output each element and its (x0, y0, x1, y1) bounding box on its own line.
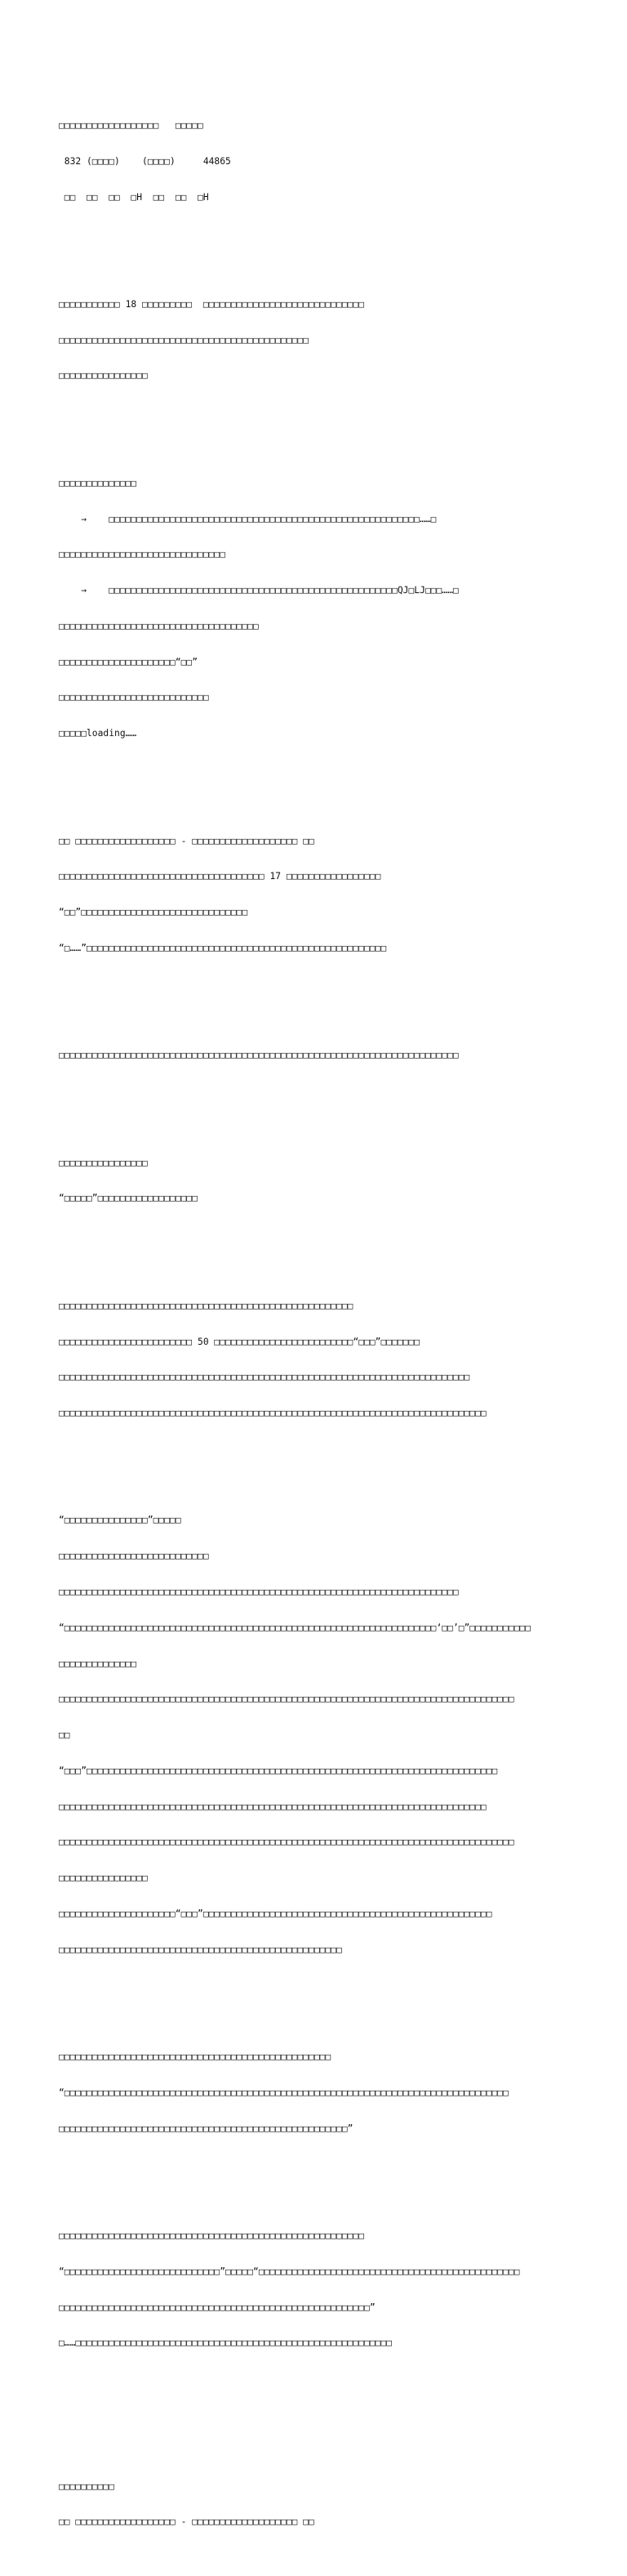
text-line: □□□□□□□□□□□□□□□□□□□□□□□□□□□□□□□□□□□□□□□□□□□□□□□□□□□□□□□□□□□□□□□□□□□□□□□□□□ (59, 1372, 470, 1383)
text-line: “□□□□□□□□□□□□□□□□□□□□□□□□□□□□□□□□□□□□□□□□□□□□□□□□□□□□□□□□□□□□□□□□□□□□□□□□□□□□□□□□ (59, 2087, 509, 2098)
header-tags: □□ □□ □□ □H □□ □□ □H (59, 191, 209, 203)
text-line: “□……”□□□□□□□□□□□□□□□□□□□□□□□□□□□□□□□□□□□□□□□□□□□□□□□□□□□□□□ (59, 942, 387, 953)
text-line: □□□□□□□□□□□□□□□□□□□□□□□□□□□□□□□□□□□□□□□□□□□□□□□□□□□□□□□□□□□□□□□□□□□□□□□□□□□□□ (59, 1408, 487, 1419)
text-line: “□□□□□”□□□□□□□□□□□□□□□□□□ (59, 1193, 198, 1204)
paragraph (59, 1491, 581, 1980)
header-block (59, 96, 581, 228)
header-meta: 832 (□□□□) (□□□□) 44865 (59, 155, 231, 167)
text-line: □□□□□□□□□□□□□□□□□□□□□□□□□□□□□□ (59, 549, 226, 560)
footer-label: □□□□□□□□□□ (59, 2480, 115, 2492)
text-line: □……□□□□□□□□□□□□□□□□□□□□□□□□□□□□□□□□□□□□□□□□□□□□□□□□□□□□□□□□□ (59, 2337, 393, 2349)
footer-block (59, 2422, 581, 2553)
loading-text: □□□□□loading…… (59, 728, 137, 739)
text-line: □□□□□□□□□□□□□□□□□□□□□□□□□□□□□□□□□□□□□□□□□□□□□□□□□□□□□ (59, 1300, 354, 1311)
paragraph (59, 275, 581, 407)
text-line: □□□□□□□□□□□□□□□□□□□□□□□□□□□□□□□□□□□□□□□□□□□□□□□□□□□□□□□□□□□□□□□□□□□□□□□□ (59, 1050, 459, 1061)
text-line: □□□□□□□□□□□□□□□□□□□□□□□□ 50 □□□□□□□□□□□□□□□□□□□□□□□□□“□□□”□□□□□□□ (59, 1336, 420, 1347)
text-line: □□□□□□□□□□□□□□□□□□□□□□□□□□□□□□□□□□□□□□□□□□□□□□□□□□□□□□□□” (59, 2301, 376, 2313)
footer-spacer (59, 2445, 581, 2458)
text-line: “□□□□□□□□□□□□□□□□□□□□□□□□□□□□□□□□□□□□□□□□□□□□□□□□□□□□□□□□□□□□□□□□□□□‘□□’□”□□□□□□□□□□□ (59, 1622, 531, 1633)
text-line: □□□□□□□□□□□ 18 □□□□□□□□□ □□□□□□□□□□□□□□□□□□□□□□□□□□□□□ (59, 298, 365, 310)
text-line: □□□□□□□□□□□□□□□□□□□□□“□□□”□□□□□□□□□□□□□□□□□□□□□□□□□□□□□□□□□□□□□□□□□□□□□□□□□□□□ (59, 1909, 492, 1920)
document-body (59, 60, 581, 2576)
text-line: □□□□□□□□□□□□□□□□□□□□□□□□□□□□□□□□□□□□□□□□□□□□□□□□□□□□□□□□□□□□□□□□□□□□□□□□ (59, 1587, 459, 1597)
text-line: □□□□□□□□□□□□□□□□□□□□□□□□□□□□□□□□□□□□□□□□□□□□□□□□□ (59, 2051, 331, 2063)
paragraph (59, 2028, 581, 2159)
text-line: “□□□□□□□□□□□□□□□□□□□□□□□□□□□□”□□□□□“□□□□□□□□□□□□□□□□□□□□□□□□□□□□□□□□□□□□□□□□□□□□□□□ (59, 2266, 520, 2277)
arrow-line: → □□□□□□□□□□□□□□□□□□□□□□□□□□□□□□□□□□□□□□□□□□□□□□□□□□□□□□□□……□ (59, 513, 437, 525)
text-line: □□□□□□□□□□□□□□□□□□□□□“□□” (59, 656, 198, 667)
text-line: “□□□”□□□□□□□□□□□□□□□□□□□□□□□□□□□□□□□□□□□□□□□□□□□□□□□□□□□□□□□□□□□□□□□□□□□□□□□□□□ (59, 1765, 498, 1776)
paragraph (59, 454, 581, 764)
paragraph (59, 1277, 581, 1444)
text-line: □□□□□□□□□□□□□□□□ (59, 370, 148, 382)
text-line: □□□□□□□□□□□□□□□□□□□□□□□□□□□□□□□□□□□□□□□□□□□□□□□□□□□□□□□□□□□□□□□□□□□□□□□□□□□□□ (59, 1801, 487, 1812)
text-line: □□ (59, 1730, 70, 1741)
text-line: □□□□□□□□□□□□□□□□ (59, 1873, 148, 1884)
text-line: □□□□□□□□□□□□□□□□□□□□□□□□□□□ (59, 692, 209, 703)
text-line: □□□□□□□□□□□□□□□□□□□□□□□□□□□ (59, 1551, 209, 1562)
text-line: “□□”□□□□□□□□□□□□□□□□□□□□□□□□□□□□□□ (59, 907, 248, 918)
text-line: □□□□□□□□□□□□□□□□□□□□□□□□□□□□□□□□□□□□□□□□□□□□□ (59, 334, 309, 346)
text-line: □□□□□□□□□□□□□□□□□□□□□□□□□□□□□□□□□□□□□ 17 □□□□□□□□□□□□□□□□□ (59, 871, 381, 882)
text-line: □□□□□□□□□□□□□□□□□□□□□□□□□□□□□□□□□□□□□□□□□□□□□□□□□□□□□□□□□□□□□□□□□□□□□□□□□□□□□□□□□□ (59, 1694, 514, 1705)
text-line: □□□□□□□□□□□□□□□□□□□□□□□□□□□□□□□□□□□□ (59, 620, 259, 632)
text-line: □□□□□□□□□□□□□□□□□□□□□□□□□□□□□□□□□□□□□□□□□□□□□□□□□□□□□□□ (59, 2230, 365, 2242)
text-line: □□□□□□□□□□□□□□□□ (59, 1157, 148, 1168)
paragraph (59, 1026, 581, 1086)
footer-heading: □□ □□□□□□□□□□□□□□□□□□ - □□□□□□□□□□□□□□□□□□□ □□ (59, 2516, 314, 2528)
paragraph (59, 1133, 581, 1229)
text-line: “□□□□□□□□□□□□□□□”□□□□□ (59, 1515, 181, 1526)
text-line: □□□□□□□□□□□□□□□□□□□□□□□□□□□□□□□□□□□□□□□□□□□□□□□□□□□□” (59, 2123, 354, 2134)
arrow-line: → □□□□□□□□□□□□□□□□□□□□□□□□□□□□□□□□□□□□□□□□□□□□□□□□□□□□QJ□LJ□□□……□ (59, 585, 459, 596)
header-title: □□□□□□□□□□□□□□□□□□ □□□□□ (59, 119, 203, 131)
text-line: □□□□□□□□□□□□□□ (59, 477, 137, 489)
text-line: □□□□□□□□□□□□□□ (59, 1658, 137, 1669)
text-line: □□□□□□□□□□□□□□□□□□□□□□□□□□□□□□□□□□□□□□□□□□□□□□□□□□□□□□□□□□□□□□□□□□□□□□□□□□□□□□□□□□ (59, 1837, 514, 1848)
section-heading: □□ □□□□□□□□□□□□□□□□□□ - □□□□□□□□□□□□□□□□□□□ □□ (59, 835, 314, 846)
paragraph (59, 2207, 581, 2373)
text-line: □□□□□□□□□□□□□□□□□□□□□□□□□□□□□□□□□□□□□□□□□□□□□□□□□□□ (59, 1944, 342, 1955)
paragraph (59, 811, 581, 978)
